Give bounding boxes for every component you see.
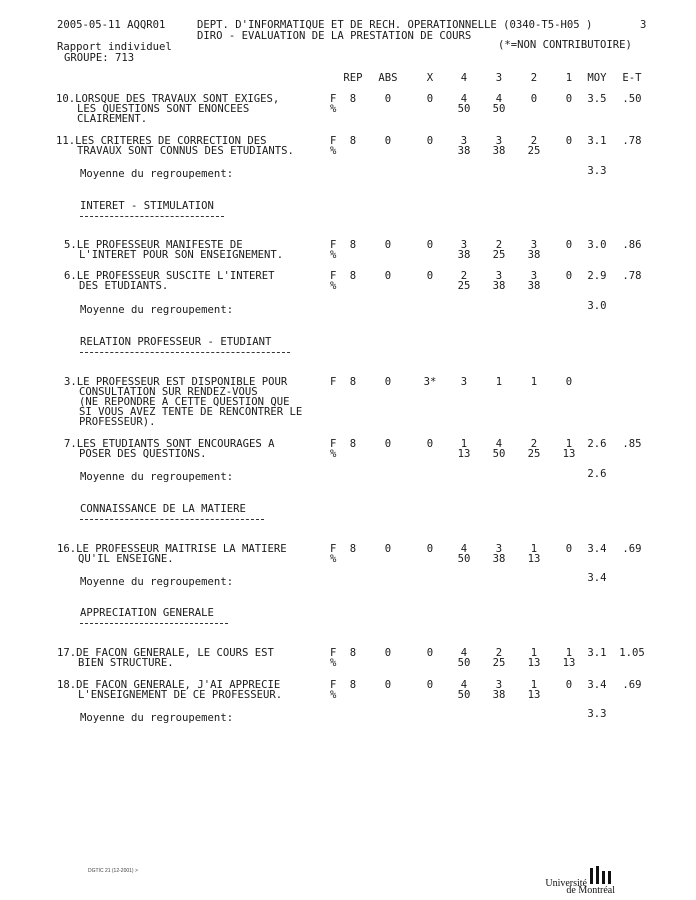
question-text-line: POSER DES QUESTIONS. bbox=[79, 448, 207, 460]
cell-moy: 3.5 bbox=[587, 93, 607, 105]
cell-x: 0 bbox=[426, 679, 434, 691]
cell-et: .69 bbox=[622, 543, 642, 555]
col-2: 2 bbox=[530, 72, 538, 84]
question-text-line: L'ENSEIGNEMENT DE CE PROFESSEUR. bbox=[78, 689, 283, 701]
question-text-line: TRAVAUX SONT CONNUS DES ETUDIANTS. bbox=[77, 145, 294, 157]
cell-rep: 8 bbox=[349, 376, 357, 388]
cell-et: .85 bbox=[622, 438, 642, 450]
cell-x: 3* bbox=[423, 376, 437, 388]
group-average-label: Moyenne du regroupement: bbox=[80, 576, 234, 588]
percent-marker: % bbox=[330, 249, 337, 261]
cell-moy: 3.4 bbox=[587, 679, 607, 691]
question-text-line: 11.LES CRITERES DE CORRECTION DES bbox=[56, 135, 267, 147]
cell-et: .78 bbox=[622, 135, 642, 147]
question-text-line: 3.LE PROFESSEUR EST DISPONIBLE POUR bbox=[64, 376, 288, 388]
cell-abs: 0 bbox=[384, 93, 392, 105]
question-text-line: 18.DE FACON GENERALE, J'AI APPRECIE bbox=[57, 679, 281, 691]
cell-abs: 0 bbox=[384, 543, 392, 555]
cell-et: .69 bbox=[622, 679, 642, 691]
cell-f3: 4 bbox=[495, 93, 503, 105]
section-underline bbox=[80, 352, 290, 353]
cell-rep: 8 bbox=[349, 270, 357, 282]
section-heading-relation: RELATION PROFESSEUR - ETUDIANT bbox=[80, 336, 272, 348]
question-text-line: BIEN STRUCTURE. bbox=[78, 657, 174, 669]
col-et: E-T bbox=[622, 72, 642, 84]
cell-p1: 13 bbox=[562, 657, 576, 669]
frequency-marker: F bbox=[330, 376, 337, 388]
question-text-line: LES QUESTIONS SONT ENONCEES bbox=[77, 103, 250, 115]
form-code: DGTIC 21 (12-2001) > bbox=[88, 868, 138, 874]
question-text-line: CLAIREMENT. bbox=[77, 113, 148, 125]
question-text-line: (NE REPONDRE A CETTE QUESTION QUE bbox=[79, 396, 290, 408]
cell-p3: 38 bbox=[492, 145, 506, 157]
cell-f3: 3 bbox=[495, 270, 503, 282]
cell-et: .86 bbox=[622, 239, 642, 251]
group-average-label: Moyenne du regroupement: bbox=[80, 168, 234, 180]
cell-f1: 1 bbox=[565, 647, 573, 659]
cell-f1: 1 bbox=[565, 438, 573, 450]
col-abs: ABS bbox=[378, 72, 398, 84]
cell-f1: 0 bbox=[565, 679, 573, 691]
question-text-line: 5.LE PROFESSEUR MANIFESTE DE bbox=[64, 239, 243, 251]
cell-f4: 3 bbox=[460, 239, 468, 251]
cell-p1: 13 bbox=[562, 448, 576, 460]
question-text-line: SI VOUS AVEZ TENTE DE RENCONTRER LE bbox=[79, 406, 303, 418]
cell-f4: 4 bbox=[460, 647, 468, 659]
percent-marker: % bbox=[330, 280, 337, 292]
cell-rep: 8 bbox=[349, 93, 357, 105]
cell-p4: 50 bbox=[457, 553, 471, 565]
cell-f1: 0 bbox=[565, 239, 573, 251]
question-text-line: DES ETUDIANTS. bbox=[79, 280, 169, 292]
group-average-label: Moyenne du regroupement: bbox=[80, 304, 234, 316]
cell-p4: 25 bbox=[457, 280, 471, 292]
cell-x: 0 bbox=[426, 135, 434, 147]
cell-x: 0 bbox=[426, 543, 434, 555]
group-average-label: Moyenne du regroupement: bbox=[80, 712, 234, 724]
question-text-line: 10.LORSQUE DES TRAVAUX SONT EXIGES, bbox=[56, 93, 280, 105]
frequency-marker: F bbox=[330, 239, 337, 251]
cell-f4: 1 bbox=[460, 438, 468, 450]
cell-moy: 3.4 bbox=[587, 543, 607, 555]
cell-f2: 0 bbox=[530, 93, 538, 105]
logo-line1: Université bbox=[545, 878, 587, 889]
question-text-line: PROFESSEUR). bbox=[79, 416, 156, 428]
group-average-value: 3.4 bbox=[587, 572, 607, 584]
col-4: 4 bbox=[460, 72, 468, 84]
percent-marker: % bbox=[330, 689, 337, 701]
cell-f4: 3 bbox=[460, 376, 468, 388]
col-3: 3 bbox=[495, 72, 503, 84]
report-type: Rapport individuel bbox=[57, 41, 172, 53]
cell-p3: 38 bbox=[492, 689, 506, 701]
percent-marker: % bbox=[330, 145, 337, 157]
frequency-marker: F bbox=[330, 647, 337, 659]
group-average-value: 2.6 bbox=[587, 468, 607, 480]
cell-x: 0 bbox=[426, 647, 434, 659]
question-text-line: 17.DE FACON GENERALE, LE COURS EST bbox=[57, 647, 274, 659]
cell-f2: 1 bbox=[530, 647, 538, 659]
section-underline bbox=[80, 216, 224, 217]
question-text-line: 6.LE PROFESSEUR SUSCITE L'INTERET bbox=[64, 270, 275, 282]
department-title: DEPT. D'INFORMATIQUE ET DE RECH. OPERATIONNELLE (0340-T5-H05 ) bbox=[197, 19, 593, 31]
frequency-marker: F bbox=[330, 438, 337, 450]
question-text-line: 7.LES ETUDIANTS SONT ENCOURAGES A bbox=[64, 438, 275, 450]
non-contributory-note: (*=NON CONTRIBUTOIRE) bbox=[498, 39, 632, 51]
cell-abs: 0 bbox=[384, 679, 392, 691]
evaluation-title: DIRO - EVALUATION DE LA PRESTATION DE COURS bbox=[197, 30, 472, 42]
cell-p3: 38 bbox=[492, 280, 506, 292]
report-date-code: 2005-05-11 AQQR01 bbox=[57, 19, 166, 31]
cell-f2: 2 bbox=[530, 135, 538, 147]
cell-p2: 25 bbox=[527, 448, 541, 460]
frequency-marker: F bbox=[330, 543, 337, 555]
cell-f4: 4 bbox=[460, 93, 468, 105]
question-text-line: 16.LE PROFESSEUR MAITRISE LA MATIERE bbox=[57, 543, 287, 555]
cell-abs: 0 bbox=[384, 376, 392, 388]
section-heading-interet: INTERET - STIMULATION bbox=[80, 200, 214, 212]
cell-p3: 50 bbox=[492, 103, 506, 115]
cell-f1: 0 bbox=[565, 135, 573, 147]
cell-p4: 50 bbox=[457, 689, 471, 701]
col-moy: MOY bbox=[587, 72, 607, 84]
cell-p2: 13 bbox=[527, 657, 541, 669]
question-text-line: L'INTERET POUR SON ENSEIGNEMENT. bbox=[79, 249, 284, 261]
cell-p2: 25 bbox=[527, 145, 541, 157]
cell-x: 0 bbox=[426, 270, 434, 282]
cell-moy: 3.0 bbox=[587, 239, 607, 251]
cell-rep: 8 bbox=[349, 438, 357, 450]
section-underline bbox=[80, 519, 264, 520]
cell-f3: 4 bbox=[495, 438, 503, 450]
cell-x: 0 bbox=[426, 239, 434, 251]
cell-f2: 2 bbox=[530, 438, 538, 450]
frequency-marker: F bbox=[330, 270, 337, 282]
cell-rep: 8 bbox=[349, 135, 357, 147]
cell-rep: 8 bbox=[349, 543, 357, 555]
group-average-value: 3.3 bbox=[587, 165, 607, 177]
cell-f4: 4 bbox=[460, 679, 468, 691]
cell-et: .78 bbox=[622, 270, 642, 282]
cell-abs: 0 bbox=[384, 647, 392, 659]
cell-f1: 0 bbox=[565, 543, 573, 555]
cell-rep: 8 bbox=[349, 647, 357, 659]
col-1: 1 bbox=[565, 72, 573, 84]
cell-moy: 3.1 bbox=[587, 647, 607, 659]
cell-abs: 0 bbox=[384, 438, 392, 450]
cell-f3: 3 bbox=[495, 135, 503, 147]
section-heading-connaissance: CONNAISSANCE DE LA MATIERE bbox=[80, 503, 246, 515]
group-average-label: Moyenne du regroupement: bbox=[80, 471, 234, 483]
section-underline bbox=[80, 623, 228, 624]
cell-p2: 38 bbox=[527, 280, 541, 292]
cell-f1: 0 bbox=[565, 270, 573, 282]
group-average-value: 3.0 bbox=[587, 300, 607, 312]
percent-marker: % bbox=[330, 103, 337, 115]
cell-f3: 3 bbox=[495, 543, 503, 555]
cell-f4: 3 bbox=[460, 135, 468, 147]
cell-x: 0 bbox=[426, 438, 434, 450]
cell-p3: 38 bbox=[492, 553, 506, 565]
cell-moy: 2.9 bbox=[587, 270, 607, 282]
percent-marker: % bbox=[330, 448, 337, 460]
group-label: GROUPE: 713 bbox=[64, 52, 135, 64]
cell-f3: 2 bbox=[495, 647, 503, 659]
cell-p4: 38 bbox=[457, 249, 471, 261]
cell-p2: 38 bbox=[527, 249, 541, 261]
cell-p3: 25 bbox=[492, 249, 506, 261]
cell-p3: 25 bbox=[492, 657, 506, 669]
logo-line2: de Montréal bbox=[566, 885, 615, 896]
cell-f3: 3 bbox=[495, 679, 503, 691]
cell-p4: 50 bbox=[457, 657, 471, 669]
cell-et: 1.05 bbox=[619, 647, 645, 659]
cell-et: .50 bbox=[622, 93, 642, 105]
cell-f4: 4 bbox=[460, 543, 468, 555]
question-text-line: QU'IL ENSEIGNE. bbox=[78, 553, 174, 565]
cell-f2: 1 bbox=[530, 376, 538, 388]
cell-p4: 50 bbox=[457, 103, 471, 115]
percent-marker: % bbox=[330, 553, 337, 565]
section-heading-appreciation: APPRECIATION GENERALE bbox=[80, 607, 214, 619]
frequency-marker: F bbox=[330, 93, 337, 105]
cell-f2: 1 bbox=[530, 543, 538, 555]
cell-f3: 2 bbox=[495, 239, 503, 251]
logo-mark-icon bbox=[587, 866, 617, 884]
page-number: 3 bbox=[640, 19, 647, 31]
cell-p2: 13 bbox=[527, 689, 541, 701]
cell-f2: 1 bbox=[530, 679, 538, 691]
cell-abs: 0 bbox=[384, 270, 392, 282]
cell-p3: 50 bbox=[492, 448, 506, 460]
question-text-line: CONSULTATION SUR RENDEZ-VOUS bbox=[79, 386, 258, 398]
cell-f4: 2 bbox=[460, 270, 468, 282]
frequency-marker: F bbox=[330, 679, 337, 691]
cell-abs: 0 bbox=[384, 239, 392, 251]
cell-p4: 13 bbox=[457, 448, 471, 460]
cell-moy: 3.1 bbox=[587, 135, 607, 147]
cell-moy: 2.6 bbox=[587, 438, 607, 450]
university-logo bbox=[545, 862, 617, 896]
cell-f2: 3 bbox=[530, 239, 538, 251]
cell-f1: 0 bbox=[565, 376, 573, 388]
cell-rep: 8 bbox=[349, 679, 357, 691]
cell-abs: 0 bbox=[384, 135, 392, 147]
frequency-marker: F bbox=[330, 135, 337, 147]
group-average-value: 3.3 bbox=[587, 708, 607, 720]
col-x: X bbox=[426, 72, 434, 84]
cell-f2: 3 bbox=[530, 270, 538, 282]
cell-f3: 1 bbox=[495, 376, 503, 388]
percent-marker: % bbox=[330, 657, 337, 669]
cell-p2: 13 bbox=[527, 553, 541, 565]
cell-p4: 38 bbox=[457, 145, 471, 157]
col-rep: REP bbox=[343, 72, 363, 84]
cell-f1: 0 bbox=[565, 93, 573, 105]
cell-x: 0 bbox=[426, 93, 434, 105]
cell-rep: 8 bbox=[349, 239, 357, 251]
